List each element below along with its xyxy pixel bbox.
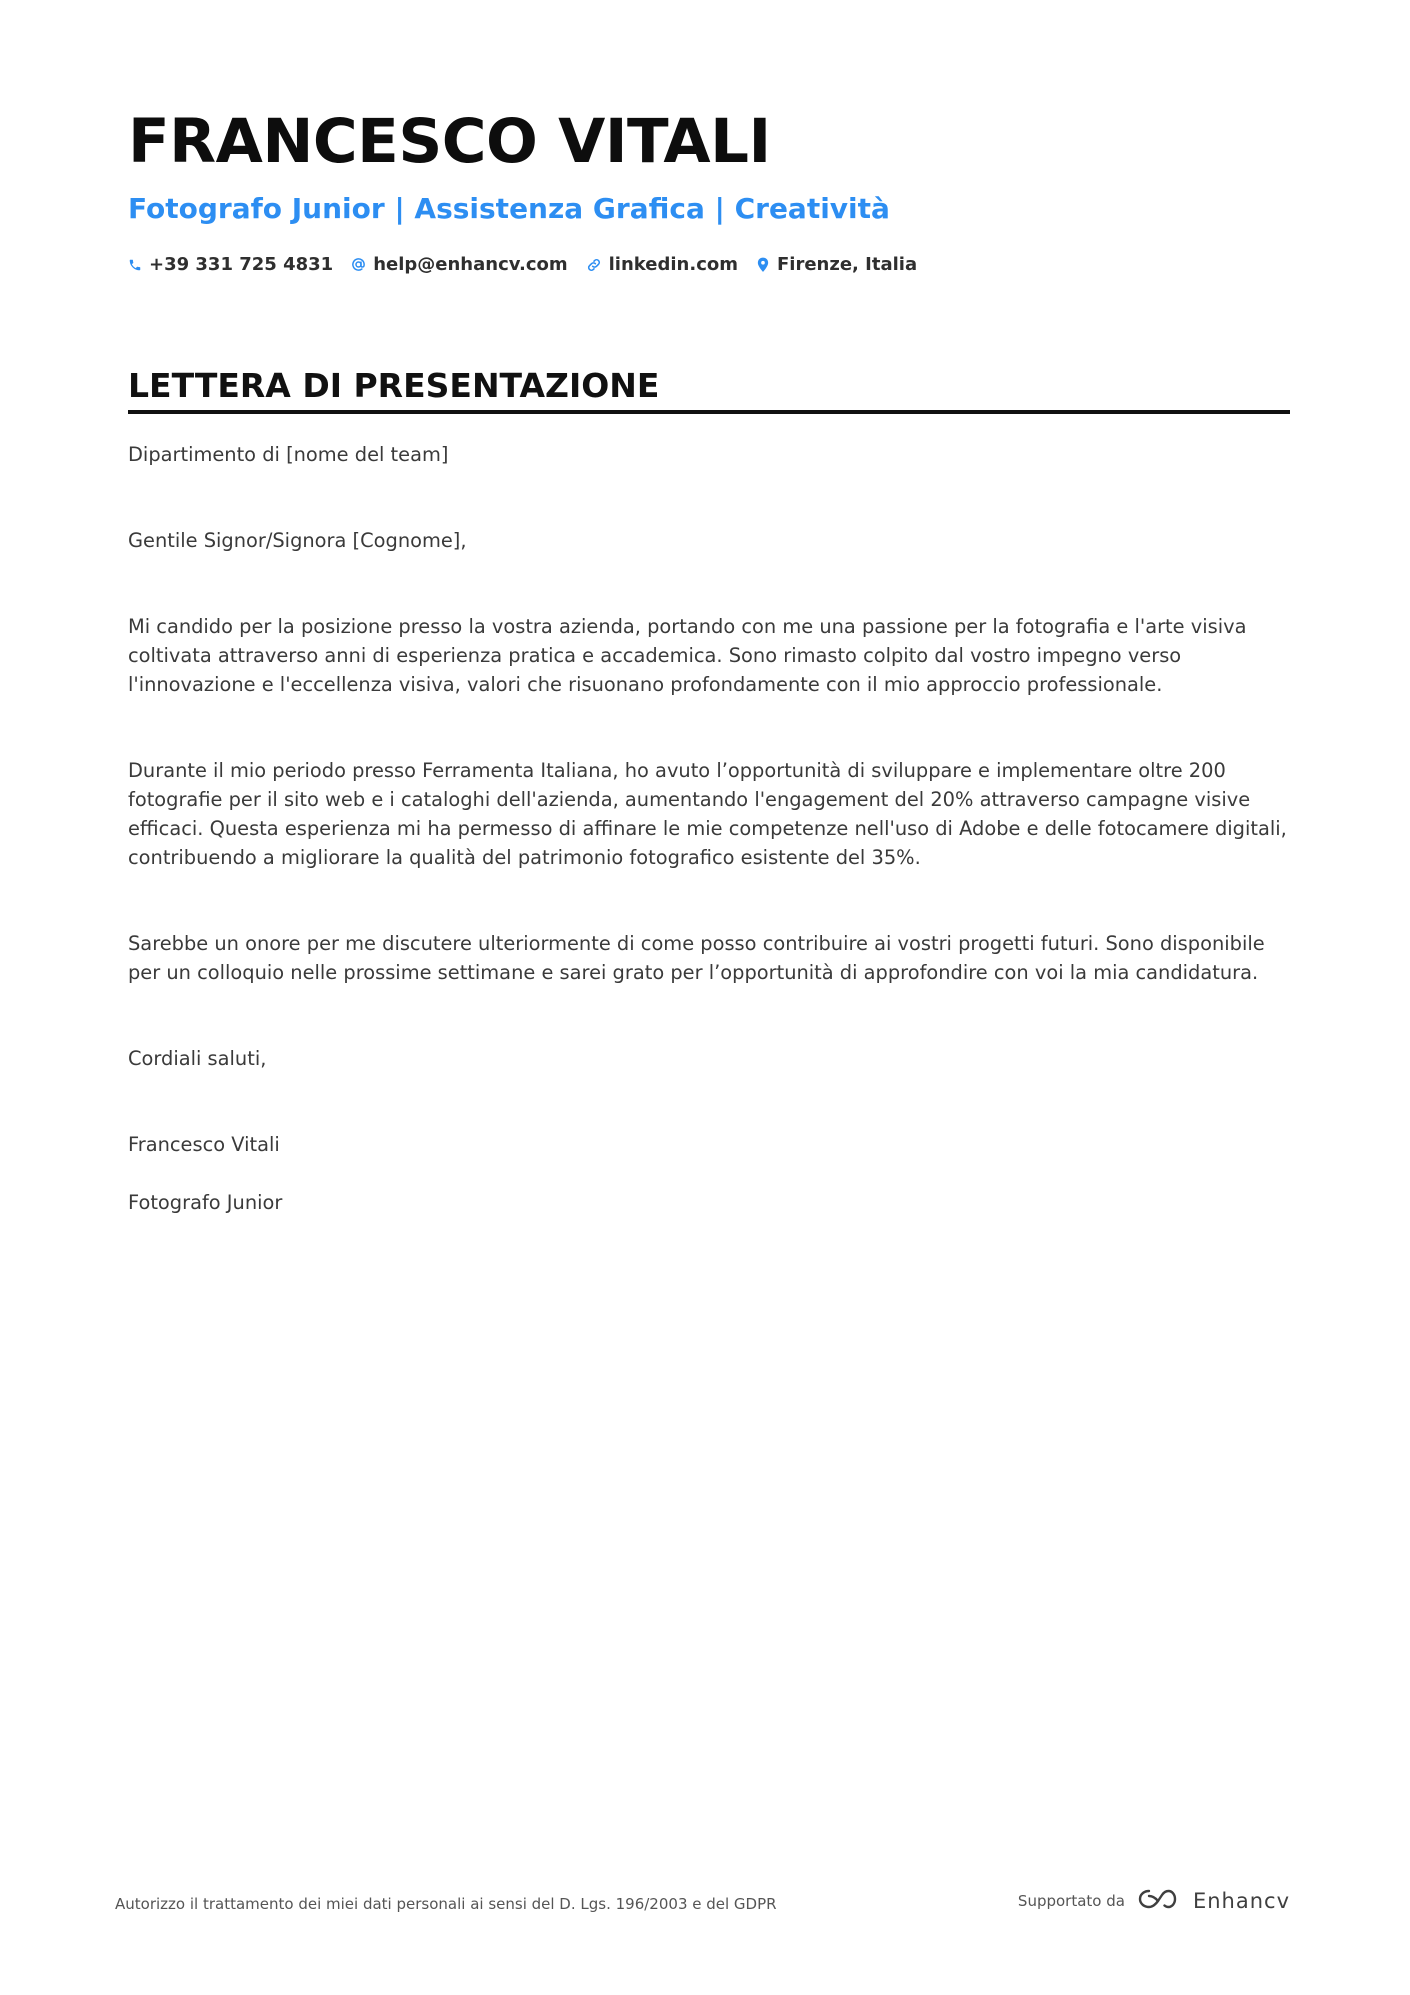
contact-email[interactable] [351, 254, 567, 275]
letter-department: Dipartimento di [nome del team] [128, 443, 449, 466]
letter-paragraph: Mi candido per la posizione presso la vostra azienda, portando con me una passione per la fotografia e l'arte visiva coltivata attraverso anni di esperienza pratica e accademica. Sono rimasto colpito dal vostro impegno verso l'innovazione e l'eccellenza visiva, valori che risuonano profondamente con il mio approccio professionale. [128, 615, 1247, 696]
section-title: LETTERA DI PRESENTAZIONE [128, 366, 1290, 414]
brand-logo [1137, 1887, 1290, 1915]
contact-phone-text: +39 331 725 4831 [149, 254, 334, 275]
signature-name: Francesco Vitali [128, 1133, 280, 1156]
contact-linkedin-text: linkedin.com [608, 254, 738, 275]
contact-email-text: help@enhancv.com [373, 254, 568, 275]
letter-body [128, 440, 1290, 1246]
powered-by[interactable] [1018, 1887, 1290, 1915]
letter-greeting: Gentile Signor/Signora [Cognome], [128, 529, 467, 552]
phone-icon [128, 258, 142, 272]
cover-letter-page [128, 0, 1290, 1995]
letter-paragraph: Sarebbe un onore per me discutere ulteriormente di come posso contribuire ai vostri progetti futuri. Sono disponibile per un colloquio nelle prossime settimane e sarei grato per l’opportunità di approfondire con voi la mia candidatura. [128, 932, 1265, 984]
candidate-subtitle: Fotografo Junior | Assistenza Grafica | Creatività [128, 192, 890, 225]
contact-location [756, 254, 917, 275]
contact-linkedin[interactable] [586, 254, 738, 275]
signature-title: Fotografo Junior [128, 1191, 283, 1214]
location-pin-icon [756, 257, 770, 273]
privacy-consent: Autorizzo il trattamento dei miei dati personali ai sensi del D. Lgs. 196/2003 e del GDPR [115, 1895, 777, 1913]
powered-by-label: Supportato da [1017, 1892, 1125, 1910]
enhancv-logo-icon [1137, 1887, 1183, 1915]
candidate-name: FRANCESCO VITALI [128, 106, 771, 177]
contact-phone[interactable] [128, 254, 333, 275]
contact-location-text: Firenze, Italia [777, 254, 918, 275]
letter-closing: Cordiali saluti, [128, 1047, 267, 1070]
link-icon [586, 257, 602, 273]
at-icon [351, 257, 366, 272]
letter-paragraph: Durante il mio periodo presso Ferramenta Italiana, ho avuto l’opportunità di sviluppare e implementare oltre 200 fotografie per il sito web e i cataloghi dell'azienda, aumentando l'engagement del 20% attraverso campagne visive efficaci. Questa esperienza mi ha permesso di affinare le mie competenze nell'uso di Adobe e delle fotocamere digitali, contribuendo a migliorare la qualità del patrimonio fotografico esistente del 35%. [128, 759, 1287, 869]
brand-name: Enhancv [1192, 1889, 1290, 1913]
contact-row [128, 254, 917, 275]
